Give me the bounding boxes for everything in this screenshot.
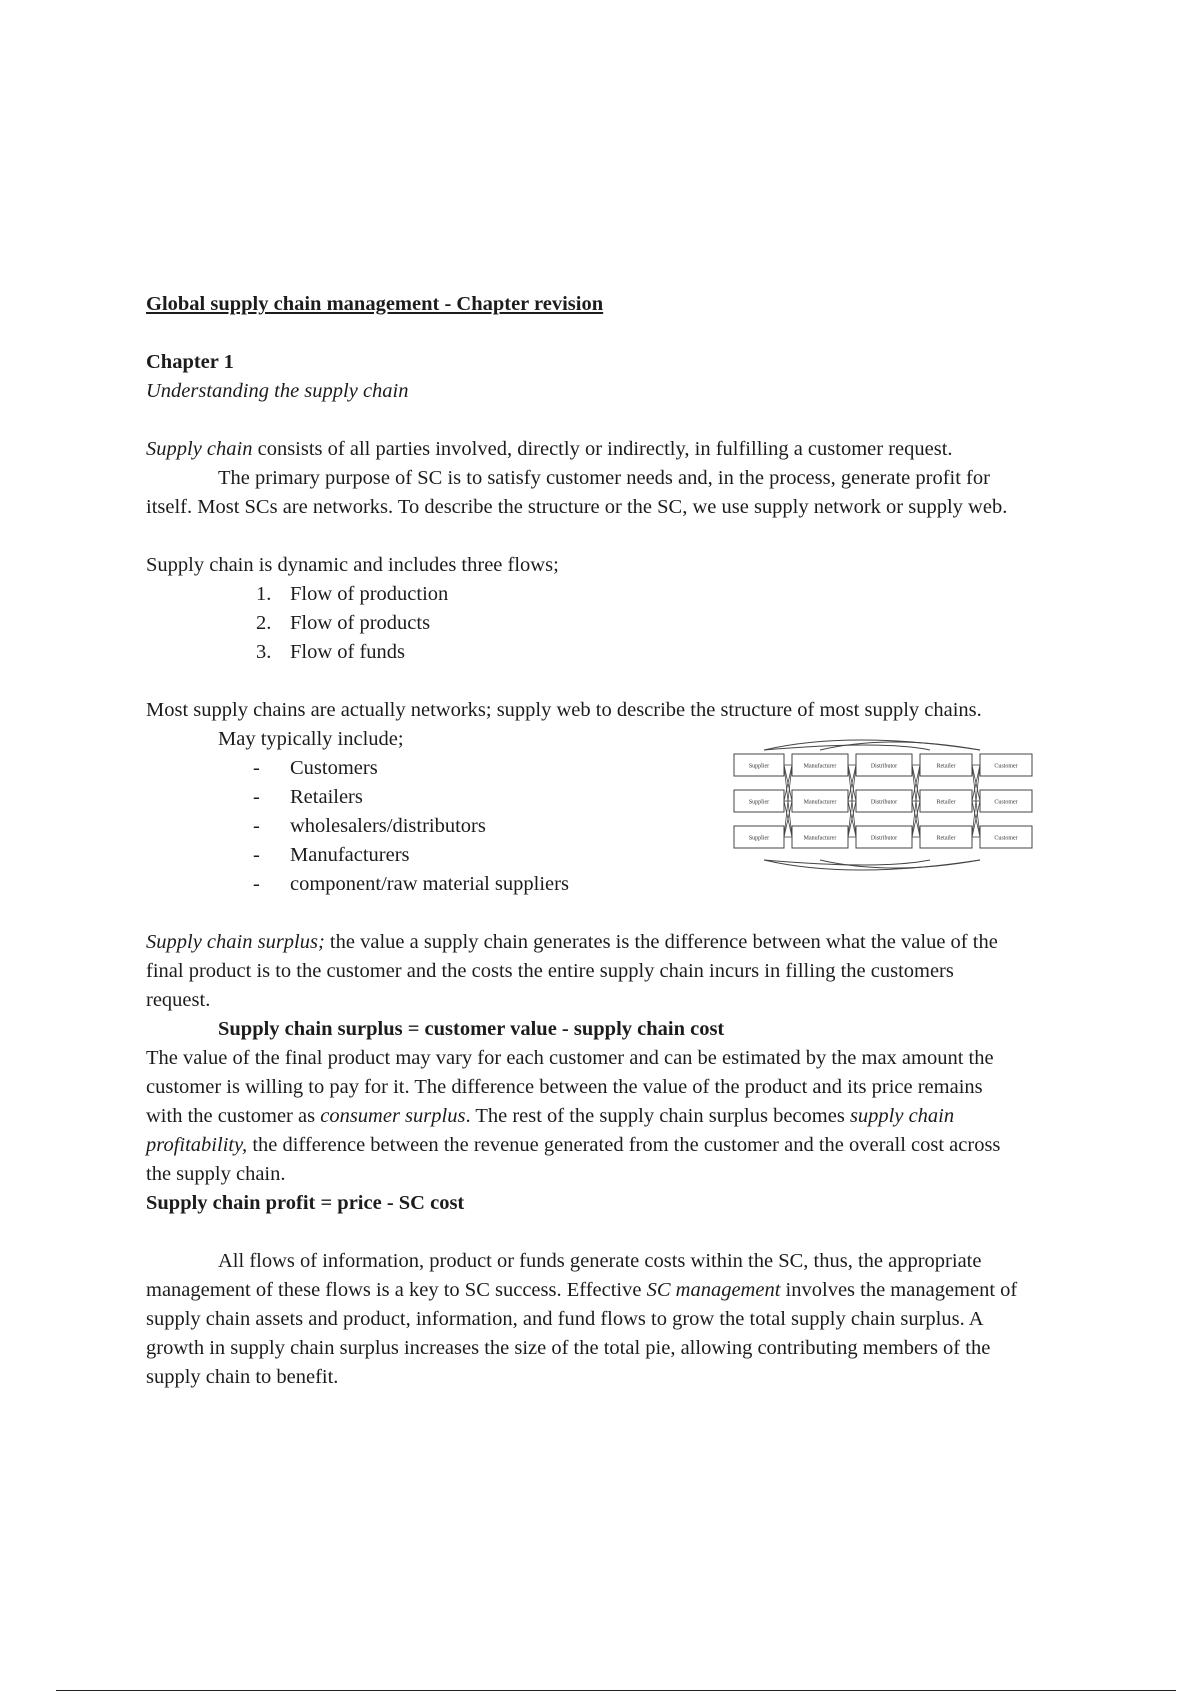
diagram-node xyxy=(980,754,1032,776)
parties-section xyxy=(146,754,1096,899)
svg-text:Distributor: Distributor xyxy=(870,763,898,770)
value-line-3: with the customer as consumer surplus. The rest of the supply chain surplus becomes supply chain xyxy=(146,1105,955,1127)
management-line-5: supply chain to benefit. xyxy=(146,1366,339,1388)
surplus-formula: Supply chain surplus = customer value - supply chain cost xyxy=(218,1018,725,1040)
flow-item: 2. Flow of products xyxy=(256,612,431,634)
value-line-5: the supply chain. xyxy=(146,1163,286,1185)
document-title: Global supply chain management - Chapter revision xyxy=(146,293,604,315)
flow-item: 1. Flow of production xyxy=(256,583,449,605)
diagram-node xyxy=(792,754,848,776)
svg-text:Supplier: Supplier xyxy=(748,799,770,806)
surplus-line-3: request. xyxy=(146,989,211,1011)
svg-text:Supplier: Supplier xyxy=(748,835,770,842)
management-line-2: management of these flows is a key to SC success. Effective SC management involves the management of xyxy=(146,1279,1018,1301)
diagram-node xyxy=(792,790,848,812)
bottom-rule xyxy=(56,1690,1176,1691)
management-line-3: supply chain assets and product, information, and fund flows to grow the total supply chain surplus. A xyxy=(146,1308,984,1330)
diagram-node xyxy=(920,754,972,776)
svg-text:Retailer: Retailer xyxy=(936,835,956,842)
svg-text:Customer: Customer xyxy=(994,799,1018,806)
diagram-node xyxy=(856,826,912,848)
diagram-node xyxy=(920,826,972,848)
diagram-node xyxy=(856,790,912,812)
svg-text:Customer: Customer xyxy=(994,835,1018,842)
svg-text:Distributor: Distributor xyxy=(870,799,898,806)
purpose-line: The primary purpose of SC is to satisfy customer needs and, in the process, generate profit for xyxy=(218,467,990,489)
svg-text:Supplier: Supplier xyxy=(748,763,770,770)
svg-text:Manufacturer: Manufacturer xyxy=(803,763,837,770)
flows-list xyxy=(146,580,1096,667)
management-line-4: growth in supply chain surplus increases the size of the total pie, allowing contributing members of the xyxy=(146,1337,991,1359)
svg-text:Manufacturer: Manufacturer xyxy=(803,835,837,842)
svg-text:Retailer: Retailer xyxy=(936,763,956,770)
value-line-1: The value of the final product may vary for each customer and can be estimated by the max amount the xyxy=(146,1047,994,1069)
surplus-line-1: Supply chain surplus; the value a supply chain generates is the difference between what the value of the xyxy=(146,931,998,953)
diagram-node xyxy=(856,754,912,776)
surplus-term: Supply chain surplus; xyxy=(146,931,325,953)
chapter-subtitle: Understanding the supply chain xyxy=(146,380,409,402)
may-include-line: May typically include; xyxy=(218,728,404,750)
party-item: - Customers xyxy=(146,754,1096,783)
value-line-2: customer is willing to pay for it. The difference between the value of the product and its price remains xyxy=(146,1076,983,1098)
diagram-node xyxy=(792,826,848,848)
consumer-surplus-term: consumer surplus xyxy=(320,1105,466,1127)
party-item: - wholesalers/distributors xyxy=(146,812,1096,841)
sc-management-term: SC management xyxy=(646,1279,781,1301)
supply-chain-term-2: supply chain xyxy=(849,1105,955,1127)
value-line-4: profitability, the difference between the revenue generated from the customer and the overall cost across xyxy=(146,1134,1001,1156)
supply-chain-term: Supply chain xyxy=(146,438,253,460)
flow-item: 3. Flow of funds xyxy=(256,641,406,663)
party-item: - Manufacturers xyxy=(146,841,1096,870)
party-item: - component/raw material suppliers xyxy=(146,870,1096,899)
supply-web-diagram xyxy=(730,738,1040,872)
diagram-node xyxy=(920,790,972,812)
networks-intro: Most supply chains are actually networks; supply web to describe the structure of most supply chains. xyxy=(146,699,982,721)
diagram-node xyxy=(980,826,1032,848)
profitability-term: profitability, xyxy=(146,1134,248,1156)
chapter-heading: Chapter 1 xyxy=(146,351,234,373)
svg-text:Manufacturer: Manufacturer xyxy=(803,799,837,806)
network-line: itself. Most SCs are networks. To describe the structure or the SC, we use supply network or supply web. xyxy=(146,496,1008,518)
profit-formula: Supply chain profit = price - SC cost xyxy=(146,1192,465,1214)
diagram-node xyxy=(734,790,784,812)
svg-text:Retailer: Retailer xyxy=(936,799,956,806)
supply-chain-definition: Supply chain consists of all parties involved, directly or indirectly, in fulfilling a customer request. xyxy=(146,438,953,460)
flows-intro: Supply chain is dynamic and includes three flows; xyxy=(146,554,559,576)
document-page xyxy=(146,290,1096,1392)
svg-text:Distributor: Distributor xyxy=(870,835,898,842)
surplus-line-2: final product is to the customer and the costs the entire supply chain incurs in filling the customers xyxy=(146,960,954,982)
party-item: - Retailers xyxy=(146,783,1096,812)
diagram-node xyxy=(980,790,1032,812)
svg-text:Customer: Customer xyxy=(994,763,1018,770)
diagram-node xyxy=(734,826,784,848)
management-line-1: All flows of information, product or funds generate costs within the SC, thus, the appropriate xyxy=(218,1250,982,1272)
diagram-node xyxy=(734,754,784,776)
